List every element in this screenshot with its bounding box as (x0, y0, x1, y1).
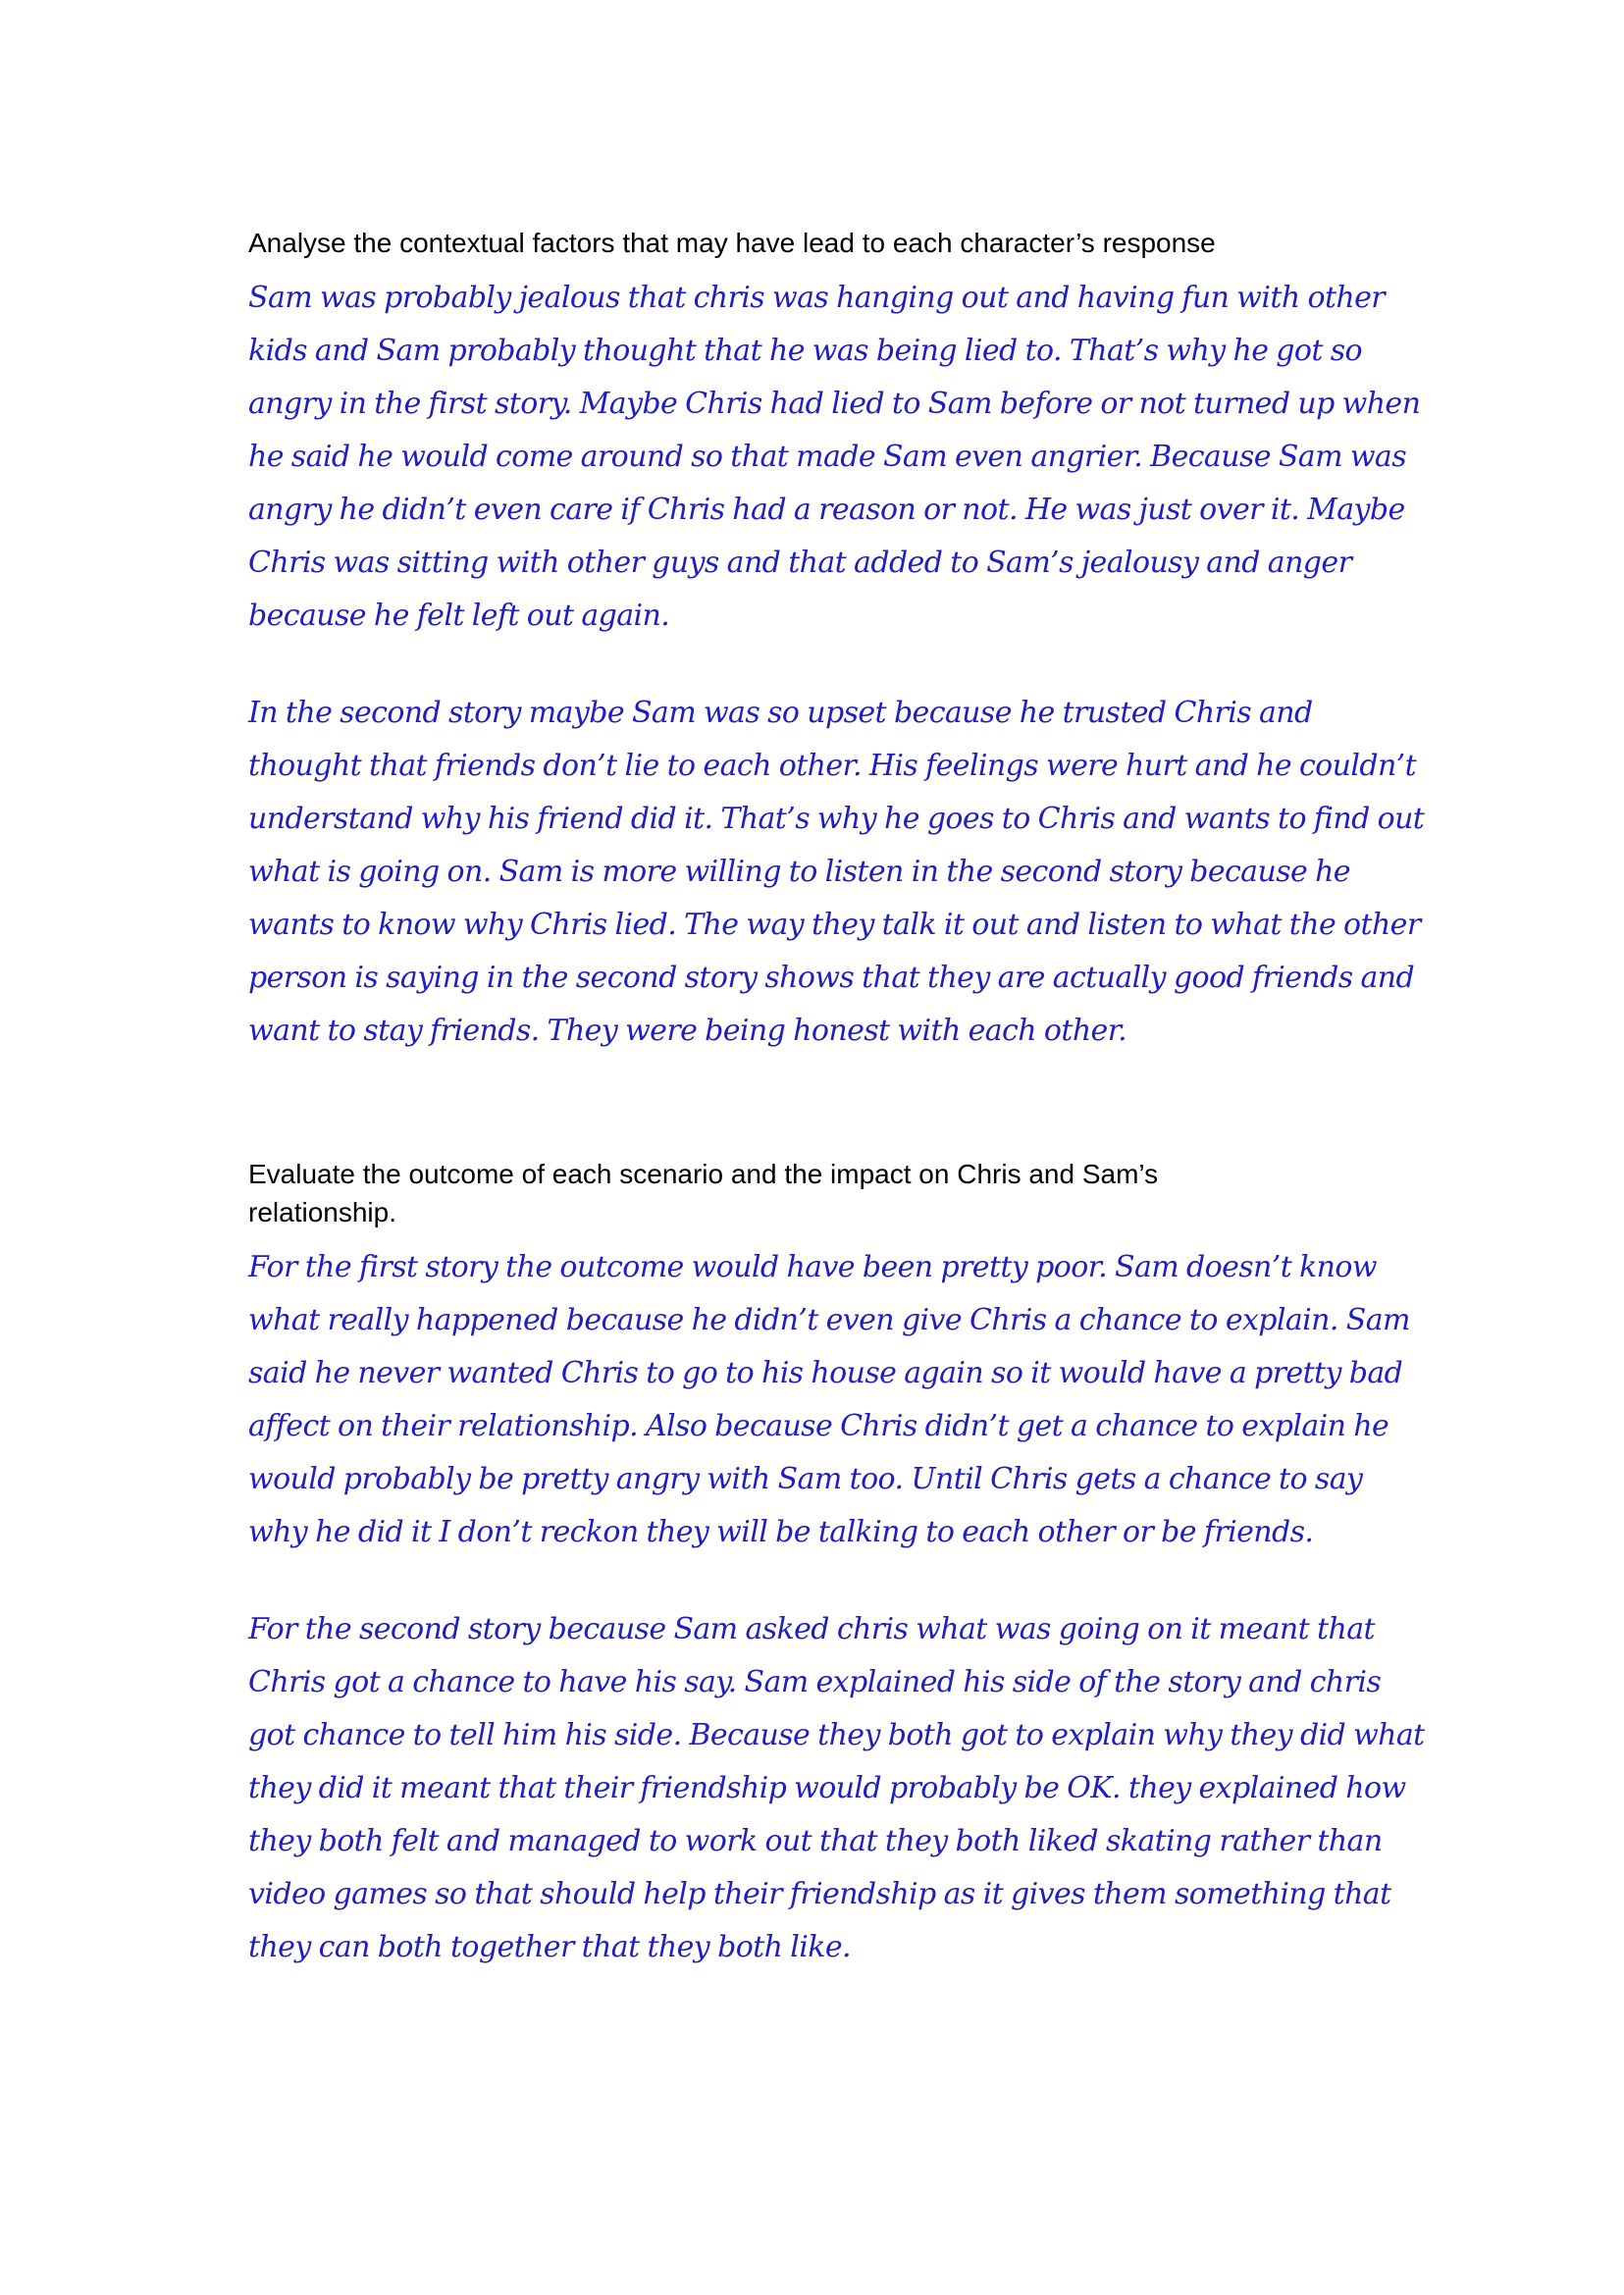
question-evaluate-outcome: Evaluate the outcome of each scenario and the impact on Chris and Sam’s relationship. (248, 1159, 1159, 1227)
answer-contextual-first-story: Sam was probably jealous that chris was hanging out and having fun with other kids and Sam probably thought that he was being lied to. That’s why he got so angry in the first story. Maybe Chris had lied to Sam before or not turned up when he said he would come around so that made Sam even angrier. Because Sam was angry he didn’t even care if Chris had a reason or not. He was just over it. Maybe Chris was sitting with other guys and that added to Sam’s jealousy and anger because he felt left out again. (248, 281, 1421, 633)
answer-outcome-second-story: For the second story because Sam asked chris what was going on it meant that Chris got a chance to have his say. Sam explained his side of the story and chris got chance to tell him his side. Because they both got to explain why they did what they did it meant that their friendship would probably be OK. they explained how they both felt and managed to work out that they both liked skating rather than video games so that should help their friendship as it gives them something that they can both together that they both like. (248, 1612, 1425, 1964)
question-contextual-factors: Analyse the contextual factors that may have lead to each character’s response (248, 228, 1216, 258)
worksheet-page (248, 224, 1426, 1974)
answer-outcome-first-story: For the first story the outcome would have been pretty poor. Sam doesn’t know what really happened because he didn’t even give Chris a chance to explain. Sam said he never wanted Chris to go to his house again so it would have a pretty bad affect on their relationship. Also because Chris didn’t get a chance to explain he would probably be pretty angry with Sam too. Until Chris gets a chance to say why he did it I don’t reckon they will be talking to each other or be friends. (248, 1250, 1410, 1549)
answer-contextual-second-story: In the second story maybe Sam was so upset because he trusted Chris and thought that friends don’t lie to each other. His feelings were hurt and he couldn’t understand why his friend did it. That’s why he goes to Chris and wants to find out what is going on. Sam is more willing to listen in the second story because he wants to know why Chris lied. The way they talk it out and listen to what the other person is saying in the second story shows that they are actually good friends and want to stay friends. They were being honest with each other. (248, 696, 1425, 1048)
